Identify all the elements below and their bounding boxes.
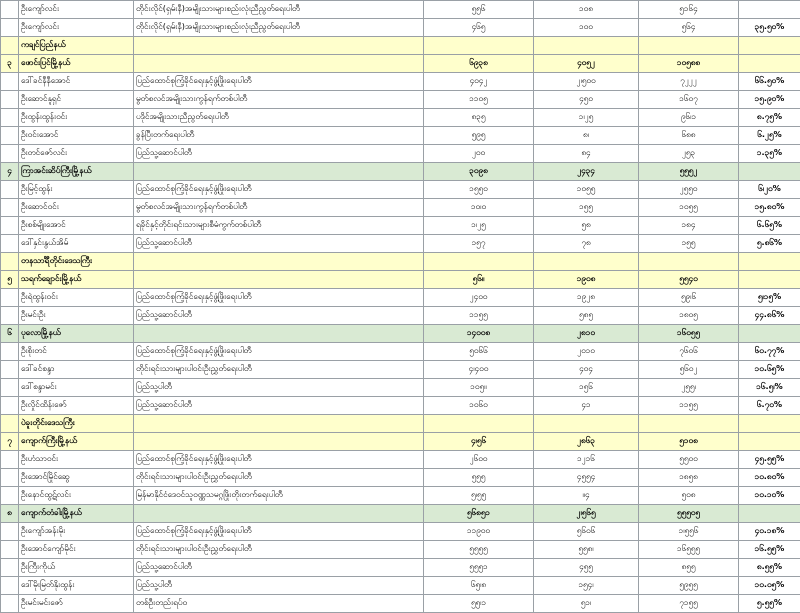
row-number: ၃ [1,55,19,73]
candidate-name: သရက်ချောင်းမြို့နယ် [19,271,134,289]
table-row [1,109,800,127]
candidate-name: ဦးလှိုင်ထိန်းဇော် [19,397,134,415]
value-1 [424,37,534,55]
row-number [1,397,19,415]
value-1: ၅၅၊၁ [424,595,534,613]
table-row [1,145,800,163]
percent-value: ၁၆.၅၅% [739,541,800,559]
value-2: ၄၅၅ [534,559,639,577]
value-2: ၂၈၁၀ [534,325,639,343]
percent-value [739,325,800,343]
row-number [1,577,19,595]
value-3: ၁၀၅၅ [639,199,739,217]
party-name: ပြည်ထောင်စုကြံ့ခိုင်ရေးနှင့်ဖွံ့ဖြိုးရေးပါတီ [134,523,424,541]
table-row [1,487,800,505]
value-2: ၁၊၂၅ [534,109,639,127]
percent-value [739,1,800,19]
row-number [1,199,19,217]
row-number [1,217,19,235]
row-number [1,559,19,577]
value-2: ၂၈၆၃ [534,433,639,451]
party-name: ပြည်သူ့ပါတီ [134,379,424,397]
value-2: ၁၅၆ [534,379,639,397]
table-row [1,343,800,361]
value-1: ၆၅၊၈ [424,577,534,595]
table-row [1,1,800,19]
township-row [1,325,800,343]
candidate-name: ဦးစိုးတင် [19,343,134,361]
percent-value: ၆.၂၅% [739,127,800,145]
candidate-name: ကျောက်တံခါးမြို့နယ် [19,505,134,523]
candidate-name: ဦးဆောင်နူရှင် [19,91,134,109]
party-name: တိုင်းလိုင်(ရှမ်းနီ)အမျိုးသားများစည်းလုံးညီညွတ်ရေးပါတီ [134,1,424,19]
value-3: ၅၁၀၈ [639,433,739,451]
value-1: ၄၆၅ [424,19,534,37]
value-2: ၄၁ [534,397,639,415]
value-1: ၅၆၊၊ [424,271,534,289]
candidate-name: ဦးကျော်လင်း [19,1,134,19]
party-name: ရခိုင်နှင့်တိုင်းရင်းသားများစီမံကွက်တစ်ပါတီ [134,217,424,235]
party-name: ပြည်သူ့ဆောင်ပါတီ [134,307,424,325]
row-number [1,19,19,37]
candidate-name: ဦးထွန်းထွန်းဝင်း [19,109,134,127]
value-3: ၂၅၅၊ [639,379,739,397]
candidate-name: ဖောင်းပြင်မြို့နယ် [19,55,134,73]
value-3 [639,415,739,433]
row-number: ၆ [1,325,19,343]
percent-value: ၆.၆၅% [739,217,800,235]
percent-value: ၁.၃၅% [739,145,800,163]
value-1: ၁၅၇ [424,235,534,253]
value-3: ၁၅၅ [639,235,739,253]
party-name: ပြည်ထောင်စုကြံ့ခိုင်ရေးနှင့်ဖွံ့ဖြိုးရေးပါတီ [134,181,424,199]
percent-value [739,55,800,73]
candidate-name: ကြာအင်းဆိပ်ကြီးမြို့နယ် [19,163,134,181]
row-number [1,379,19,397]
value-3: ၈၅၅ [639,559,739,577]
candidate-name: ကျောက်ကြီးမြို့နယ် [19,433,134,451]
value-1: ၁၀၆၀ [424,397,534,415]
row-number [1,415,19,433]
candidate-name: ဦးကျော်လင်း [19,19,134,37]
value-2 [534,37,639,55]
value-2: ၁၀၅၅ [534,181,639,199]
township-row [1,271,800,289]
value-2: ၄၀၄ [534,361,639,379]
party-name: ပြည်ထောင်စုကြံ့ခိုင်ရေးနှင့်ဖွံ့ဖြိုးရေးပါတီ [134,73,424,91]
value-2: ၄၅၅၄ [534,469,639,487]
row-number [1,145,19,163]
party-name [134,55,424,73]
value-3: ၅၅၀၀ [639,451,739,469]
value-1: ၅၅၆ [424,1,534,19]
party-name: မွတ်စလင်အမျိုးသားကွန်ရက်တစ်ပါတီ [134,199,424,217]
value-1: ၆၉၃၈ [424,55,534,73]
row-number: ၇ [1,433,19,451]
value-3: ၁၊၅၅၆ [639,523,739,541]
party-name: ပဒိုင်အမျိုးသားညီညွတ်ရေးပါတီ [134,109,424,127]
table-row [1,379,800,397]
value-2: ၁၉၂၈ [534,289,639,307]
value-3: ၁၀၅၈၈ [639,55,739,73]
value-2: ၂၊၅၀၀ [534,73,639,91]
row-number [1,235,19,253]
value-2: ၂၄၃၄ [534,163,639,181]
row-number [1,343,19,361]
value-3 [639,37,739,55]
candidate-name: ဦးအောင်မြိုင်ဆွေ [19,469,134,487]
value-1: ၄၊၄၀၀ [424,361,534,379]
row-number [1,253,19,271]
value-2: ၂၀၁၀ [534,343,639,361]
row-number: ၄ [1,163,19,181]
value-2: ၅၅၈၊ [534,541,639,559]
value-3 [639,253,739,271]
candidate-name: ဦးမင်းမင်းဇော် [19,595,134,613]
value-1 [424,415,534,433]
candidate-name: ဦးမြင့်ထွန်း [19,181,134,199]
party-name: ပြည်သူ့ပါတီ [134,577,424,595]
percent-value [739,271,800,289]
party-name: တိုင်းရင်းသားများပါဝင်းဦးညွှတ်ရေးပါတီ [134,469,424,487]
row-number [1,451,19,469]
value-1: ၂၆၀၀ [424,451,534,469]
row-number [1,1,19,19]
table-row [1,307,800,325]
table-row [1,451,800,469]
value-3: ၁၈၄ [639,217,739,235]
percent-value: ၈.၇၅% [739,109,800,127]
table-row [1,199,800,217]
value-1: ၂၀၀ [424,145,534,163]
region-row [1,37,800,55]
party-name [134,505,424,523]
row-number [1,91,19,109]
value-3: ၂၅၃ [639,145,739,163]
value-3: ၁၆၀၅၅ [639,325,739,343]
row-number [1,469,19,487]
value-1 [424,253,534,271]
value-1: ၅၅၅၁ [424,559,534,577]
value-2: ၁၀၀ [534,19,639,37]
percent-value: ၁၀.၁၀% [739,487,800,505]
value-2: ၅၁၊ [534,595,639,613]
row-number [1,73,19,91]
percent-value: ၅.၅၅% [739,595,800,613]
value-2: ၁၅၄၊ [534,577,639,595]
row-number [1,181,19,199]
party-name: မြန်မာနိုင်ငံဒေဝင်သူဝဏ္ဏသမဂ္ဂဖြိုးတိုးတက်ရေးပါတီ [134,487,424,505]
percent-value: ၅၊၁၅% [739,289,800,307]
candidate-name: ဦးနောင်ထွဋ်လင်း [19,487,134,505]
party-name [134,433,424,451]
row-number [1,37,19,55]
party-name: တိုင်းရင်းသားများပါဝင်းဦးညွှတ်ရေးပါတီ [134,361,424,379]
percent-value: ၄၄.၈၆% [739,307,800,325]
table-row [1,235,800,253]
table-row [1,73,800,91]
table-row [1,559,800,577]
value-3: ၆၈၈ [639,127,739,145]
percent-value: ၃၅.၅၀% [739,19,800,37]
value-3: ၁၆၀၇ [639,91,739,109]
percent-value: ၄၀.၁၈% [739,523,800,541]
percent-value [739,415,800,433]
party-name: ပြည်ထောင်စုကြံ့ခိုင်ရေးနှင့်ဖွံ့ဖြိုးရေးပါတီ [134,451,424,469]
candidate-name: ဦးရဲထွန်းဝင်း [19,289,134,307]
party-name: ပြည်ထောင်စုကြံ့ခိုင်ရေးနှင့်ဖွံ့ဖြိုးရေးပါတီ [134,343,424,361]
table-row [1,217,800,235]
value-1: ၁၊၂၅ [424,217,534,235]
percent-value: ၁၆.၅၊% [739,379,800,397]
value-2: ၅၈၅ [534,307,639,325]
table-row [1,289,800,307]
percent-value [739,163,800,181]
value-1: ၅၅၅ [424,469,534,487]
row-number [1,595,19,613]
value-2: ၁၉၀၈ [534,271,639,289]
percent-value: ၄၅.၅၅% [739,451,800,469]
value-3: ၅၅၄၀ [639,271,739,289]
party-name: ခွန်ပြီးတက်ရေးပါတီ [134,127,424,145]
township-row [1,433,800,451]
value-3: ၁၈၅၈ [639,469,739,487]
value-1: ၁၁၅၅ [424,307,534,325]
value-3: ၁၁၅၅ [639,397,739,415]
value-2 [534,415,639,433]
party-name: မွတ်စလင်အမျိုးသားကွန်ရက်တစ်ပါတီ [134,91,424,109]
value-3: ၅၉၊၆ [639,289,739,307]
value-2: ၄၀၅၂ [534,55,639,73]
value-2: ၊၊၄ [534,487,639,505]
candidate-name: ကချင်ပြည်နယ် [19,37,134,55]
table-row [1,91,800,109]
value-1: ၅၊၅၅ [424,487,534,505]
party-name: ပြည်ထောင်စုကြံ့ခိုင်ရေးနှင့်ဖွံ့ဖြိုးရေးပါတီ [134,289,424,307]
candidate-name: ဦးဆောင်ဝင်း [19,199,134,217]
row-number [1,127,19,145]
value-3: ၂၅၅၀ [639,181,739,199]
percent-value: ၁၀.၈၀% [739,469,800,487]
percent-value [739,505,800,523]
percent-value: ၅.၈၆% [739,235,800,253]
candidate-name: ပဲခူးတိုင်းဒေသကြီး [19,415,134,433]
party-name [134,325,424,343]
value-3: ၅၅၅၀၅ [639,505,739,523]
percent-value: ၆၀.၇၇% [739,343,800,361]
value-2: ၁၅၅ [534,199,639,217]
row-number: ၈ [1,505,19,523]
value-3: ၁၆၅၅၅ [639,541,739,559]
value-1: ၁၁၉၀၀ [424,523,534,541]
party-name [134,37,424,55]
value-2: ၅၈ [534,217,639,235]
value-2: ၁၀၈ [534,1,639,19]
table-row [1,19,800,37]
percent-value: ၆၊၂၀% [739,181,800,199]
table-row [1,181,800,199]
percent-value: ၁၅.၉၀% [739,91,800,109]
candidate-name: ဦးတင်ဇော်လင်း [19,145,134,163]
table-row [1,577,800,595]
value-2: ၈၄ [534,145,639,163]
value-2 [534,253,639,271]
candidate-name: ဦးဝင်းအောင် [19,127,134,145]
party-name: တိုင်းရင်းသားများပါဝင်းဦးညွှတ်ရေးပါတီ [134,541,424,559]
percent-value: ၁၅.၈၀% [739,199,800,217]
candidate-name: ဦးကြီးကိုယ် [19,559,134,577]
candidate-name: ပုလောမြို့နယ် [19,325,134,343]
row-number: ၅ [1,271,19,289]
table-row [1,127,800,145]
percent-value: ၆၆.၅၀% [739,73,800,91]
table-body [1,1,800,613]
township-row [1,505,800,523]
party-name [134,253,424,271]
value-2: ၈၊ [534,127,639,145]
candidate-name: ဒေါ်ခင်စန္ဒာ [19,361,134,379]
value-1: ၁၁၀၅ [424,91,534,109]
value-1: ၃၀၉၈ [424,163,534,181]
candidate-name: ဦးကျော်အန်းမိုး [19,523,134,541]
value-1: ၁၀၅၊၊ [424,379,534,397]
township-row [1,163,800,181]
table-row [1,595,800,613]
region-row [1,415,800,433]
value-1: ၅၅၅၅ [424,541,534,559]
table-row [1,523,800,541]
region-row [1,253,800,271]
value-3: ၇၁၅၅ [639,595,739,613]
value-3: ၅၀၈ [639,487,739,505]
value-2: ၅၆၀၆ [534,523,639,541]
candidate-name: ဦးအောင်ကျော်မိုင်း [19,541,134,559]
value-1: ၂၄၀၀ [424,289,534,307]
percent-value [739,253,800,271]
party-name [134,271,424,289]
row-number [1,523,19,541]
value-1: ၅၀၆၆ [424,343,534,361]
value-1: ၅၉၅ [424,127,534,145]
row-number [1,361,19,379]
candidate-name: ဒေါ်စန္ဒာမင်း [19,379,134,397]
candidate-name: ဦးမင်းဦး [19,307,134,325]
value-3: ၉၆၊၁ [639,109,739,127]
value-1: ၁၄၀၀၈ [424,325,534,343]
value-3: ၅၉၅၅ [639,577,739,595]
value-1: ၈၃၅ [424,109,534,127]
table-row [1,361,800,379]
candidate-name: ဦးဟံသာဝင်း [19,451,134,469]
party-name: ပြည်သူ့ဆောင်ပါတီ [134,145,424,163]
township-row [1,55,800,73]
party-name [134,163,424,181]
candidate-name: ဒေါ်နှင်းနွယ်အိမ် [19,235,134,253]
table-row [1,469,800,487]
candidate-name: ဦးစစ်မျိုးအောင် [19,217,134,235]
party-name: တိုင်းလိုင်(ရှမ်းနီ)အမျိုးသားများစည်းလုံးညီညွတ်ရေးပါတီ [134,19,424,37]
row-number [1,487,19,505]
party-name: ပြည်သူ့ဆောင်ပါတီ [134,397,424,415]
party-name [134,415,424,433]
value-2: ၂၊၅၆၅ [534,505,639,523]
value-3: ၇၆၀၆ [639,343,739,361]
candidate-name: တနသာင်္ရီတိုင်းဒေသကြီး [19,253,134,271]
percent-value: ၆.၇၀% [739,397,800,415]
percent-value: ၁၀.၀၅% [739,577,800,595]
value-1: ၁၀၊၀ [424,199,534,217]
row-number [1,109,19,127]
value-1: ၅၆၈၅၁ [424,505,534,523]
percent-value [739,37,800,55]
table-row [1,397,800,415]
value-2: ၇၈ [534,235,639,253]
value-3: ၁၈၀၅ [639,307,739,325]
percent-value [739,433,800,451]
value-3: ၇၂၂၂ [639,73,739,91]
value-3: ၅၆၄ [639,19,739,37]
value-1: ၁၅၅၀ [424,181,534,199]
value-3: ၅၁၆၄ [639,1,739,19]
value-1: ၄၀၄၂ [424,73,534,91]
candidate-name: ဒေါ်မိုးမြတ်နိုးထွန်း [19,577,134,595]
party-name: တစ်ဦးတည်းရပ်ဝ [134,595,424,613]
percent-value: ၈.၅၅% [739,559,800,577]
value-2: ၁၂၁၆ [534,451,639,469]
party-name: ပြည်သူ့ဆောင်ပါတီ [134,235,424,253]
percent-value: ၁၀.၆၅% [739,361,800,379]
value-3: ၅၆၀၂ [639,361,739,379]
candidate-name: ဒေါ်ခင်နီနီအောင် [19,73,134,91]
value-1: ၄၊၅၆ [424,433,534,451]
value-2: ၄၅၀ [534,91,639,109]
party-name: ပြည်သူ့ဆောင်ပါတီ [134,559,424,577]
row-number [1,307,19,325]
row-number [1,289,19,307]
value-3: ၅၅၅၂ [639,163,739,181]
